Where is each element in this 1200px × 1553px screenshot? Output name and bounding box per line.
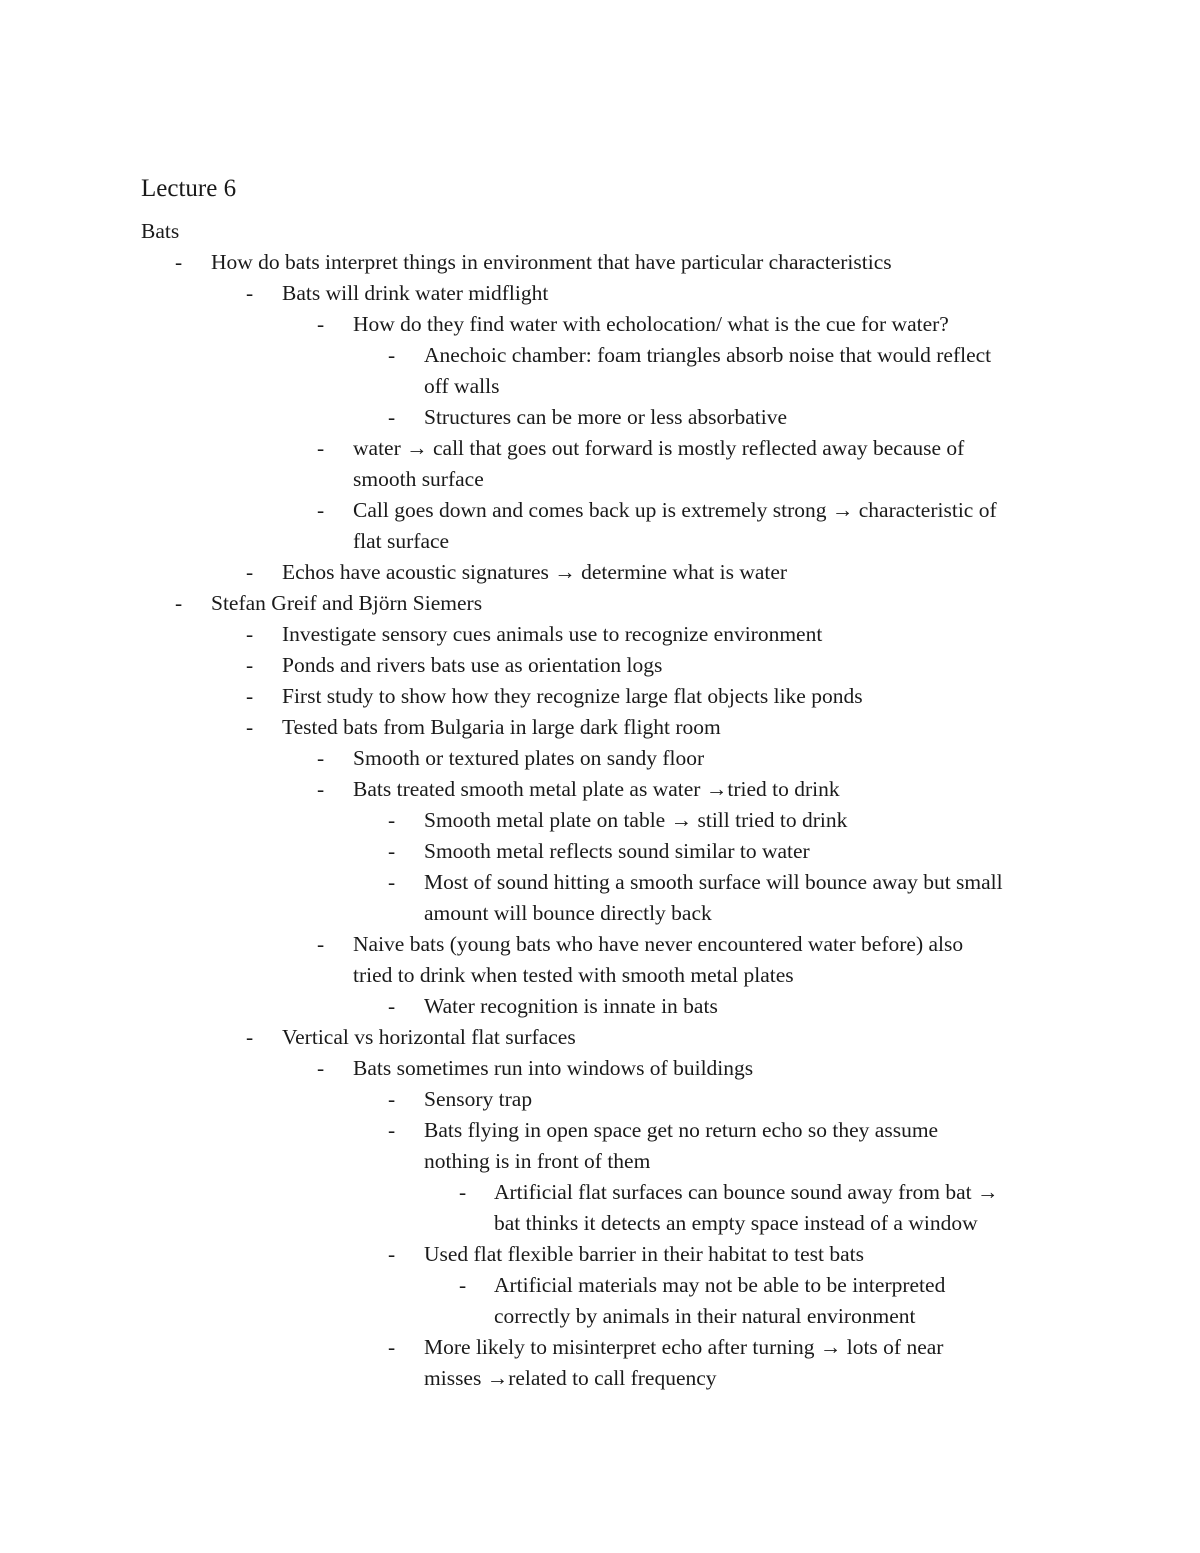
notes-outline (141, 216, 1071, 1394)
outline-text: correctly by animals in their natural environment (494, 1304, 916, 1328)
outline-text: off walls (424, 374, 500, 398)
outline-line (141, 991, 1071, 1022)
bullet-dash: - (246, 715, 254, 739)
outline-line (141, 371, 1071, 402)
outline-text: smooth surface (353, 467, 484, 491)
bullet-dash: - (175, 250, 183, 274)
bullet-dash: - (459, 1180, 467, 1204)
outline-line (141, 309, 1071, 340)
outline-text: Bats sometimes run into windows of buildings (353, 1056, 754, 1080)
bullet-dash: - (388, 343, 396, 367)
outline-line (141, 526, 1071, 557)
outline-line (141, 898, 1071, 929)
bullet-dash: - (459, 1273, 467, 1297)
bullet-dash: - (317, 1056, 325, 1080)
outline-text: Artificial materials may not be able to be interpreted (494, 1273, 946, 1297)
outline-text: More likely to misinterpret echo after turning → lots of near (424, 1335, 944, 1359)
outline-line (141, 1239, 1071, 1270)
outline-text: Bats flying in open space get no return echo so they assume (424, 1118, 939, 1142)
outline-text: How do they find water with echolocation/ what is the cue for water? (353, 312, 949, 336)
outline-line (141, 650, 1071, 681)
outline-line (141, 712, 1071, 743)
outline-text: Artificial flat surfaces can bounce sound away from bat → (494, 1180, 999, 1204)
outline-line (141, 1177, 1071, 1208)
outline-line (141, 681, 1071, 712)
outline-text: water → call that goes out forward is mostly reflected away because of (353, 436, 965, 460)
bullet-dash: - (388, 1118, 396, 1142)
outline-text: Used flat flexible barrier in their habitat to test bats (424, 1242, 865, 1266)
bullet-dash: - (246, 281, 254, 305)
outline-line (141, 464, 1071, 495)
bullet-dash: - (317, 777, 325, 801)
outline-text: Stefan Greif and Björn Siemers (211, 591, 483, 615)
outline-text: Structures can be more or less absorbative (424, 405, 787, 429)
outline-text: Echos have acoustic signatures → determine what is water (282, 560, 788, 584)
outline-line (141, 805, 1071, 836)
outline-text: Water recognition is innate in bats (424, 994, 718, 1018)
outline-line (141, 588, 1071, 619)
outline-text: Smooth or textured plates on sandy floor (353, 746, 705, 770)
outline-line (141, 960, 1071, 991)
outline-line (141, 1363, 1071, 1394)
outline-text: Bats treated smooth metal plate as water →tried to drink (353, 777, 840, 801)
bullet-dash: - (388, 839, 396, 863)
bullet-dash: - (317, 746, 325, 770)
bullet-dash: - (317, 932, 325, 956)
bullet-dash: - (246, 622, 254, 646)
outline-line (141, 867, 1071, 898)
outline-text: Smooth metal plate on table → still tried to drink (424, 808, 848, 832)
outline-line (141, 402, 1071, 433)
outline-text: tried to drink when tested with smooth metal plates (353, 963, 794, 987)
outline-line (141, 836, 1071, 867)
bullet-dash: - (246, 684, 254, 708)
bullet-dash: - (388, 808, 396, 832)
outline-text: misses →related to call frequency (424, 1366, 717, 1390)
outline-line (141, 1332, 1071, 1363)
outline-line (141, 1208, 1071, 1239)
bullet-dash: - (388, 870, 396, 894)
outline-text: nothing is in front of them (424, 1149, 651, 1173)
outline-line (141, 495, 1071, 526)
bullet-dash: - (317, 312, 325, 336)
outline-line (141, 1022, 1071, 1053)
outline-text: Call goes down and comes back up is extremely strong → characteristic of (353, 498, 997, 522)
outline-text: Tested bats from Bulgaria in large dark flight room (282, 715, 721, 739)
document-title: Lecture 6 (141, 175, 237, 202)
outline-text: Ponds and rivers bats use as orientation logs (282, 653, 663, 677)
bullet-dash: - (388, 405, 396, 429)
outline-text: bat thinks it detects an empty space instead of a window (494, 1211, 978, 1235)
bullet-dash: - (175, 591, 183, 615)
outline-line (141, 247, 1071, 278)
bullet-dash: - (246, 653, 254, 677)
outline-line (141, 743, 1071, 774)
outline-text: How do bats interpret things in environment that have particular characteristics (211, 250, 892, 274)
outline-text: Bats (141, 219, 180, 243)
outline-line (141, 1053, 1071, 1084)
outline-text: flat surface (353, 529, 450, 553)
outline-line (141, 278, 1071, 309)
bullet-dash: - (246, 1025, 254, 1049)
outline-line (141, 216, 1071, 247)
outline-text: Vertical vs horizontal flat surfaces (282, 1025, 576, 1049)
outline-line (141, 1301, 1071, 1332)
outline-line (141, 557, 1071, 588)
bullet-dash: - (317, 498, 325, 522)
bullet-dash: - (388, 1087, 396, 1111)
outline-text: Naive bats (young bats who have never encountered water before) also (353, 932, 964, 956)
bullet-dash: - (388, 1335, 396, 1359)
outline-text: Bats will drink water midflight (282, 281, 549, 305)
outline-line (141, 433, 1071, 464)
outline-line (141, 619, 1071, 650)
outline-line (141, 1115, 1071, 1146)
bullet-dash: - (388, 994, 396, 1018)
outline-text: First study to show how they recognize large flat objects like ponds (282, 684, 863, 708)
outline-line (141, 1270, 1071, 1301)
outline-line (141, 929, 1071, 960)
outline-line (141, 1084, 1071, 1115)
bullet-dash: - (246, 560, 254, 584)
outline-line (141, 1146, 1071, 1177)
outline-text: amount will bounce directly back (424, 901, 712, 925)
outline-text: Investigate sensory cues animals use to recognize environment (282, 622, 823, 646)
bullet-dash: - (388, 1242, 396, 1266)
outline-text: Smooth metal reflects sound similar to water (424, 839, 810, 863)
outline-text: Sensory trap (424, 1087, 533, 1111)
outline-text: Anechoic chamber: foam triangles absorb noise that would reflect (424, 343, 992, 367)
bullet-dash: - (317, 436, 325, 460)
outline-line (141, 774, 1071, 805)
outline-text: Most of sound hitting a smooth surface will bounce away but small (424, 870, 1003, 894)
outline-line (141, 340, 1071, 371)
